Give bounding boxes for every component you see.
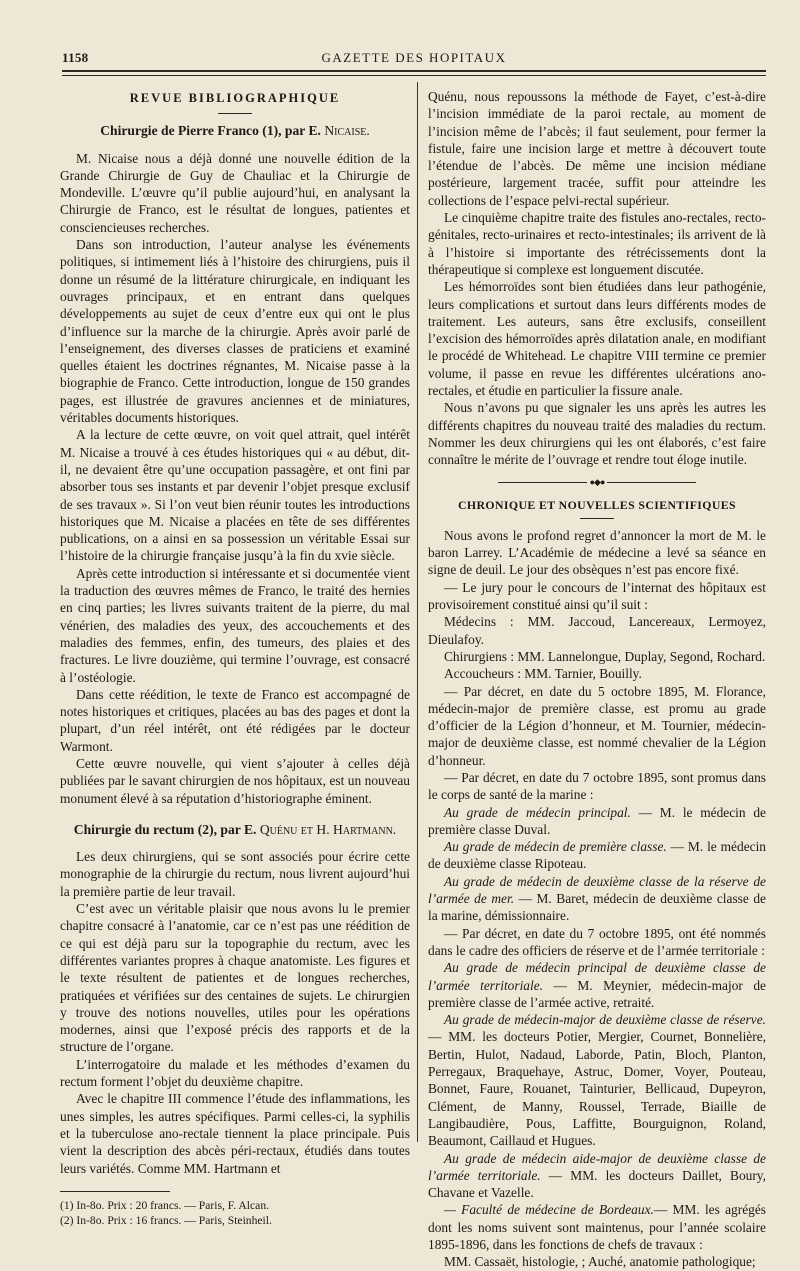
article2-paragraph: Nous n’avons pu que signaler les uns après les autres les différents chapitres du nouveau traité des maladies du rectum. Nommer les deux chirurgiens qui les ont élaborés, c’est faire connaître le mérite de l’ouvrage et rendre tout éloge inutile. bbox=[428, 400, 766, 468]
chronique-title: CHRONIQUE ET NOUVELLES SCIENTIFIQUES bbox=[457, 497, 737, 512]
article2-paragraph: Avec le chapitre III commence l’étude des inflammations, les unes simples, les autres spécifiques. Parmi celles-ci, la syphilis et la tuberculose ano-rectale tiennent la place principale. Puis vient la description des abcès péri-rectaux, étudiés dans toutes leurs variétés. Comme MM. Hartmann et bbox=[60, 1091, 410, 1176]
article2-paragraph: Quénu, nous repoussons la méthode de Fayet, c’est-à-dire l’incision immédiate de la paroi rectale, au moment de l’incision même de l’abcès; il faut seulement, pour fermer la fistule, faire une incision large et mettre à découvert toute l’étendue de l’abcès. De même une incision médiane postérieure, largement tracée, suffit pour atteindre les collections de l’espace pelvi-rectal supérieur. bbox=[428, 89, 766, 208]
article1-paragraph: M. Nicaise nous a déjà donné une nouvelle édition de la Grande Chirurgie de Guy de Chauliac et la Chirurgie de Mondeville. L’œuvre qu’il publie aujourd’hui, en analysant la Chirurgie de Franco, est le résultat de longues, patientes et consciencieuses recherches. bbox=[60, 150, 410, 235]
footnote-rule bbox=[60, 1191, 170, 1192]
news-item: MM. Cassaët, histologie, ; Auché, anatomie pathologique; bbox=[444, 1254, 756, 1270]
section-rule bbox=[218, 113, 252, 114]
news-item: — Par décret, en date du 7 octobre 1895, ont été nommés dans le cadre des officiers de réserve et de l’armée territoriale : bbox=[428, 925, 766, 958]
article2-paragraph: Les hémorroïdes sont bien étudiées dans leur pathogénie, leurs complications et surtout dans leurs différents modes de traitement. Les auteurs, sans être exclusifs, conseillent l’excision des hémorroïdes après dilatation anale, en modifiant le procédé de Whitehead. Le chapitre VIII termine ce premier volume, il passe en revue les différentes ulcérations ano-rectales, et étudie en particulier la fissure anale. bbox=[428, 279, 766, 399]
journal-title: GAZETTE DES HOPITAUX bbox=[321, 50, 507, 65]
article1-paragraph: Cette œuvre nouvelle, qui vient s’ajouter à celles déjà publiées par le savant chirurgien de nos hôpitaux, est un nouveau monument élevé à sa réputation d’historiographe éminent. bbox=[60, 755, 410, 806]
promotion-entry: Au grade de médecin principal. — M. le médecin de première classe Duval. bbox=[428, 804, 767, 837]
article2-title: Chirurgie du rectum (2), par E. Quénu et H. Hartmann. bbox=[73, 821, 397, 837]
article2-paragraph: Les deux chirurgiens, qui se sont associés pour écrire cette monographie de la chirurgie du rectum, nous livrent aujourd’hui la première partie de leur travail. bbox=[60, 849, 410, 899]
news-item: — Le jury pour le concours de l’internat des hôpitaux est provisoirement constitué ainsi qu’il suit : bbox=[428, 579, 766, 613]
article1-paragraph: A la lecture de cette œuvre, on voit quel attrait, quel intérêt M. Nicaise a trouvé à ces études historiques qui « au début, dit-il, ne devaient être qu’une occupation passagère, et ont fini par absorber tous ses instants et par devenir l’objet presque exclusif de ses travaux ». Si l’on veut bien réunir toutes les introductions historiques que M. Nicaise a placées en tête de ses différentes publications, on a ainsi en sa possession un véritable Essai sur l’histoire de la chirurgie française jusqu’à la fin du xvie siècle. bbox=[60, 427, 410, 564]
jury-list bbox=[428, 613, 766, 682]
article2-authors: Quénu et H. Hartmann. bbox=[259, 821, 397, 837]
footnote: (1) In-8o. Prix : 20 francs. — Paris, F. Alcan. bbox=[60, 1198, 270, 1212]
promotion-entry: Au grade de médecin principal de deuxième classe de l’armée territoriale. — M. Meynier, médecin-major de première classe de l’armée active, retraité. bbox=[428, 960, 766, 1010]
page-number: 1158 bbox=[62, 50, 89, 65]
article1-paragraph: Dans son introduction, l’auteur analyse les événements politiques, si intimement liés à l’histoire des chirurgiens, puis il donne un résumé de la littérature chirurgicale, en indiquant les ouvrages principaux, et en entrant dans quelques développements au sujet de ceux d’entre eux qui ont le plus d’influence sur la marche de la chirurgie. Après avoir parlé de l’enseignement, des diverses classes de praticiens et examiné quelles étaient les doctrines régnantes, M. Nicaise passe à la biographie de Franco. Cette introduction, longue de 150 grandes pages, est illustrée de gravures anciennes et de miniatures, véritables documents historiques. bbox=[60, 237, 410, 426]
chronique-rule bbox=[580, 518, 614, 519]
news-item: — Par décret, en date du 7 octobre 1895, sont promus dans le corps de santé de la marine : bbox=[428, 769, 766, 803]
column-divider bbox=[417, 82, 418, 1142]
promotion-entry: Au grade de médecin de deuxième classe de la réserve de l’armée de mer. — M. Baret, médecin de deuxième classe de la marine, démissionnaire. bbox=[428, 873, 766, 924]
footnote: (2) In-8o. Prix : 16 francs. — Paris, Steinheil. bbox=[60, 1213, 272, 1227]
article1-author: Nicaise. bbox=[324, 123, 370, 139]
article2-paragraph: Le cinquième chapitre traite des fistules ano-rectales, recto-génitales, recto-urinaires et recto-intestinales; ils arrivent de là à l’histoire si importante des rétrécissements dont la thérapeutique si complexe est longuement discutée. bbox=[428, 210, 766, 277]
article1-paragraph: Dans cette réédition, le texte de Franco est accompagné de notes historiques et critiques, placées au bas des pages et dont la plupart, d’un réel intérêt, ont été rédigées par le docteur Warmont. bbox=[60, 686, 410, 754]
article1-paragraph: Après cette introduction si intéressante et si documentée vient la traduction des œuvres mêmes de Franco, le traité des hernies en cinq parties; les livres suivants traitent de la pierre, du mal vénérien, des maladies des yeux, des accouchements et des maladies des femmes, enfin, des tumeurs, des plaies et des fractures. Le livre douzième, qui termine l’ouvrage, est consacré à l’ostéologie. bbox=[60, 565, 410, 685]
promotion-entry: Au grade de médecin aide-major de deuxième classe de l’armée territoriale. — MM. les docteurs Daillet, Boury, Chavane et Vazelle. bbox=[428, 1150, 766, 1201]
header-rule-thin bbox=[62, 75, 766, 76]
news-item: — Par décret, en date du 5 octobre 1895, M. Florance, médecin-major de première classe, est promu au grade d’officier de la Légion d’honneur, et M. Tournier, médecin-major de deuxième classe, est nommé chevalier de la Légion d’honneur. bbox=[428, 683, 766, 768]
header-rule-thick bbox=[62, 70, 766, 72]
section-title: REVUE BIBLIOGRAPHIQUE bbox=[129, 91, 341, 105]
article1-title: Chirurgie de Pierre Franco (1), par E. Nicaise. bbox=[100, 123, 370, 139]
right-column bbox=[428, 88, 766, 1271]
article2-paragraph: C’est avec un véritable plaisir que nous avons lu le premier chapitre consacré à l’anatomie, car ce n’est pas une réédition de ce qui est déjà paru sur la topographie du rectum, avec les différentes variantes propres à chaque anatomiste. Les figures et le texte résultent de patientes et de longues recherches, pratiquées et vérifiées sur des centaines de sujets. Le chirurgien y trouve des notions nouvelles, utiles pour les opérations modernes, ainsi que l’exposé précis des rapports et de la structure de l’organe. bbox=[60, 901, 410, 1055]
promotion-entry: Au grade de médecin-major de deuxième classe de réserve. — MM. les docteurs Potier, Mergier, Cournet, Bonnelière, Bertin, Hulot, Nadaud, Laborde, Patin, Bloch, Planton, Perregaux, Braquehaye, Astruc, Domer, Voyer, Pouteau, Bonnet, Faure, Rouanet, Tainturier, Bellicaud, Dupeyron, Clément, de Manny, Roussel, Terrade, Biaille de Langibaudière, Pous, Laffitte, Bourguignon, Roland, Beaumont, Caillaud et Hugues. bbox=[428, 1012, 766, 1149]
jury-entry: Médecins : MM. Jaccoud, Lancereaux, Lermoyez, Dieulafoy. bbox=[428, 614, 766, 647]
ornament-icon: ●◆● bbox=[587, 477, 608, 487]
news-item: Nous avons le profond regret d’annoncer la mort de M. le baron Larrey. L’Académie de médecine a levé sa séance en signe de deuil. Le jour des obsèques n’est pas encore fixé. bbox=[428, 527, 766, 578]
jury-entry: Chirurgiens : MM. Lannelongue, Duplay, Segond, Rochard. bbox=[444, 648, 766, 664]
article2-paragraph: L’interrogatoire du malade et les méthodes d’examen du rectum forment l’objet du deuxième chapitre. bbox=[60, 1056, 410, 1090]
left-column bbox=[60, 88, 410, 1228]
promotion-entry: Au grade de médecin de première classe. — M. le médecin de deuxième classe Ripoteau. bbox=[428, 839, 766, 872]
news-item: — Faculté de médecine de Bordeaux.— MM. les agrégés dont les noms suivent sont maintenus, pour l’année scolaire 1895-1896, dans les fonctions de chefs de travaux : bbox=[428, 1202, 766, 1252]
jury-entry: Accoucheurs : MM. Tarnier, Bouilly. bbox=[444, 666, 642, 682]
ornamental-divider bbox=[428, 475, 766, 489]
page-header bbox=[62, 50, 766, 70]
